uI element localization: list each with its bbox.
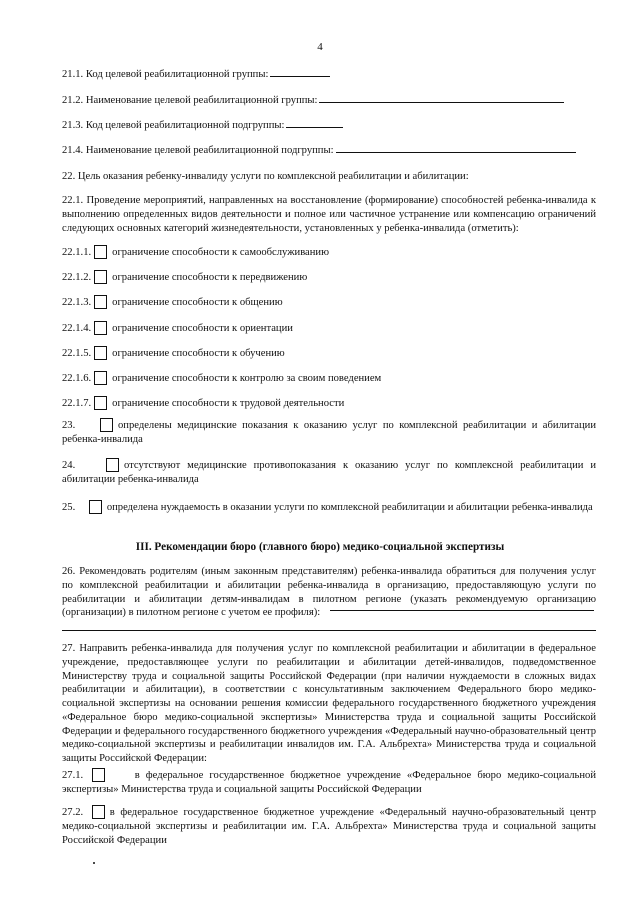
item-24: 24. отсутствуют медицинские противопоказания к оказанию услуг по комплексной реабилитации и абилитации ребенка-инвалида <box>62 460 597 485</box>
checkbox-22-1-3[interactable] <box>94 295 107 309</box>
field-26-line-2[interactable] <box>62 630 596 631</box>
page-number: 4 <box>317 41 323 53</box>
check-22-1-3: 22.1.3. ограничение способности к общению <box>62 297 283 308</box>
item-21-3 <box>62 119 343 133</box>
field-21-1[interactable] <box>270 75 330 77</box>
field-21-3[interactable] <box>286 126 343 128</box>
item-21-2 <box>62 94 564 108</box>
item-21-3-label: 21.3. Код целевой реабилитационной подгруппы: <box>62 120 285 131</box>
item-21-4 <box>62 144 576 158</box>
field-21-4[interactable] <box>336 151 576 153</box>
field-21-2[interactable] <box>319 101 564 103</box>
check-22-1-5: 22.1.5. ограничение способности к обучению <box>62 348 285 359</box>
item-21-4-label: 21.4. Наименование целевой реабилитационной подгруппы: <box>62 145 334 156</box>
item-27-2: 27.2. в федеральное государственное бюджетное учреждение «Федеральный научно-образовательный центр медико-социальной экспертизы и реабилитации им. Г.А. Альбрехта» Министерства труда и социальной защиты Российской Федерации <box>62 807 596 846</box>
scan-dot <box>93 862 95 864</box>
checkbox-27-2[interactable] <box>92 805 105 819</box>
check-22-1-6: 22.1.6. ограничение способности к контролю за своим поведением <box>62 373 382 384</box>
check-22-1-7: 22.1.7. ограничение способности к трудовой деятельности <box>62 398 345 409</box>
checkbox-24[interactable] <box>106 458 119 472</box>
checkbox-23[interactable] <box>100 418 113 432</box>
checkbox-25[interactable] <box>89 500 102 514</box>
item-21-2-label: 21.2. Наименование целевой реабилитационной группы: <box>62 95 318 106</box>
item-21-1-label: 21.1. Код целевой реабилитационной группы: <box>62 69 269 80</box>
checkbox-22-1-5[interactable] <box>94 346 107 360</box>
checkbox-22-1-6[interactable] <box>94 371 107 385</box>
item-25: 25. определена нуждаемость в оказании услуги по комплексной реабилитации и абилитации ребенка-инвалида <box>62 502 593 513</box>
check-22-1-2: 22.1.2. ограничение способности к передвижению <box>62 272 308 283</box>
checkbox-27-1[interactable] <box>92 768 105 782</box>
item-26: 26. Рекомендовать родителям (иным законным представителям) ребенка-инвалида обратиться для получения услуг по комплексной реабилитации и абилитации ребенка-инвалида в организацию, предоставляющую услуги по реабилитации и абилитации детям-инвалидам в пилотном регионе (указать рекомендуемую организацию (организации) в пилотном регионе с учетом ее профиля): <box>62 566 596 619</box>
checkbox-22-1-2[interactable] <box>94 270 107 284</box>
section-3-title: III. Рекомендации бюро (главного бюро) медико-социальной экспертизы <box>135 541 505 553</box>
item-27: 27. Направить ребенка-инвалида для получения услуг по комплексной реабилитации и абилитации в федеральное учреждение, предоставляющее услуги по реабилитации и абилитации детей-инвалидов, подведомственное Министерству труда и социальной защиты Российской Федерации (при наличии нуждаемости в сложных видах реабилитации и абилитации), в соответствии с консультативным заключением Федерального бюро медико-социальной экспертизы на основании решения комиссии федерального государственного бюджетного учреждения «Федеральное бюро медико-социальной экспертизы» Министерства труда и социальной защиты Российской Федерации и федерального государственного бюджетного учреждения «Федеральный научно-образовательный центр медико-социальной экспертизы и реабилитации инвалидов им. Г.А. Альбрехта» Министерства труда и социальной защиты Российской Федерации: <box>62 643 596 765</box>
check-22-1-4: 22.1.4. ограничение способности к ориентации <box>62 323 293 334</box>
item-23: 23. определены медицинские показания к оказанию услуг по комплексной реабилитации и абилитации ребенка-инвалида <box>62 420 596 445</box>
item-27-1: 27.1. в федеральное государственное бюджетное учреждение «Федеральное бюро медико-социальной экспертизы» Министерства труда и социальной защиты Российской Федерации <box>62 770 596 795</box>
field-26-line-1[interactable] <box>330 610 594 611</box>
checkbox-22-1-7[interactable] <box>94 396 107 410</box>
item-21-1 <box>62 68 330 82</box>
checkbox-22-1-1[interactable] <box>94 245 107 259</box>
item-22: 22. Цель оказания ребенку-инвалиду услуги по комплексной реабилитации и абилитации: <box>62 171 469 182</box>
item-22-1: 22.1. Проведение мероприятий, направленных на восстановление (формирование) способностей ребенка-инвалида к выполнению определенных видов деятельности и полное или частичное устранение или компенсацию ограничений следующих основных категорий жизнедеятельности, установленных у ребенка-инвалида (отметить): <box>62 195 596 234</box>
checkbox-22-1-4[interactable] <box>94 321 107 335</box>
check-22-1-1: 22.1.1. ограничение способности к самообслуживанию <box>62 247 330 258</box>
